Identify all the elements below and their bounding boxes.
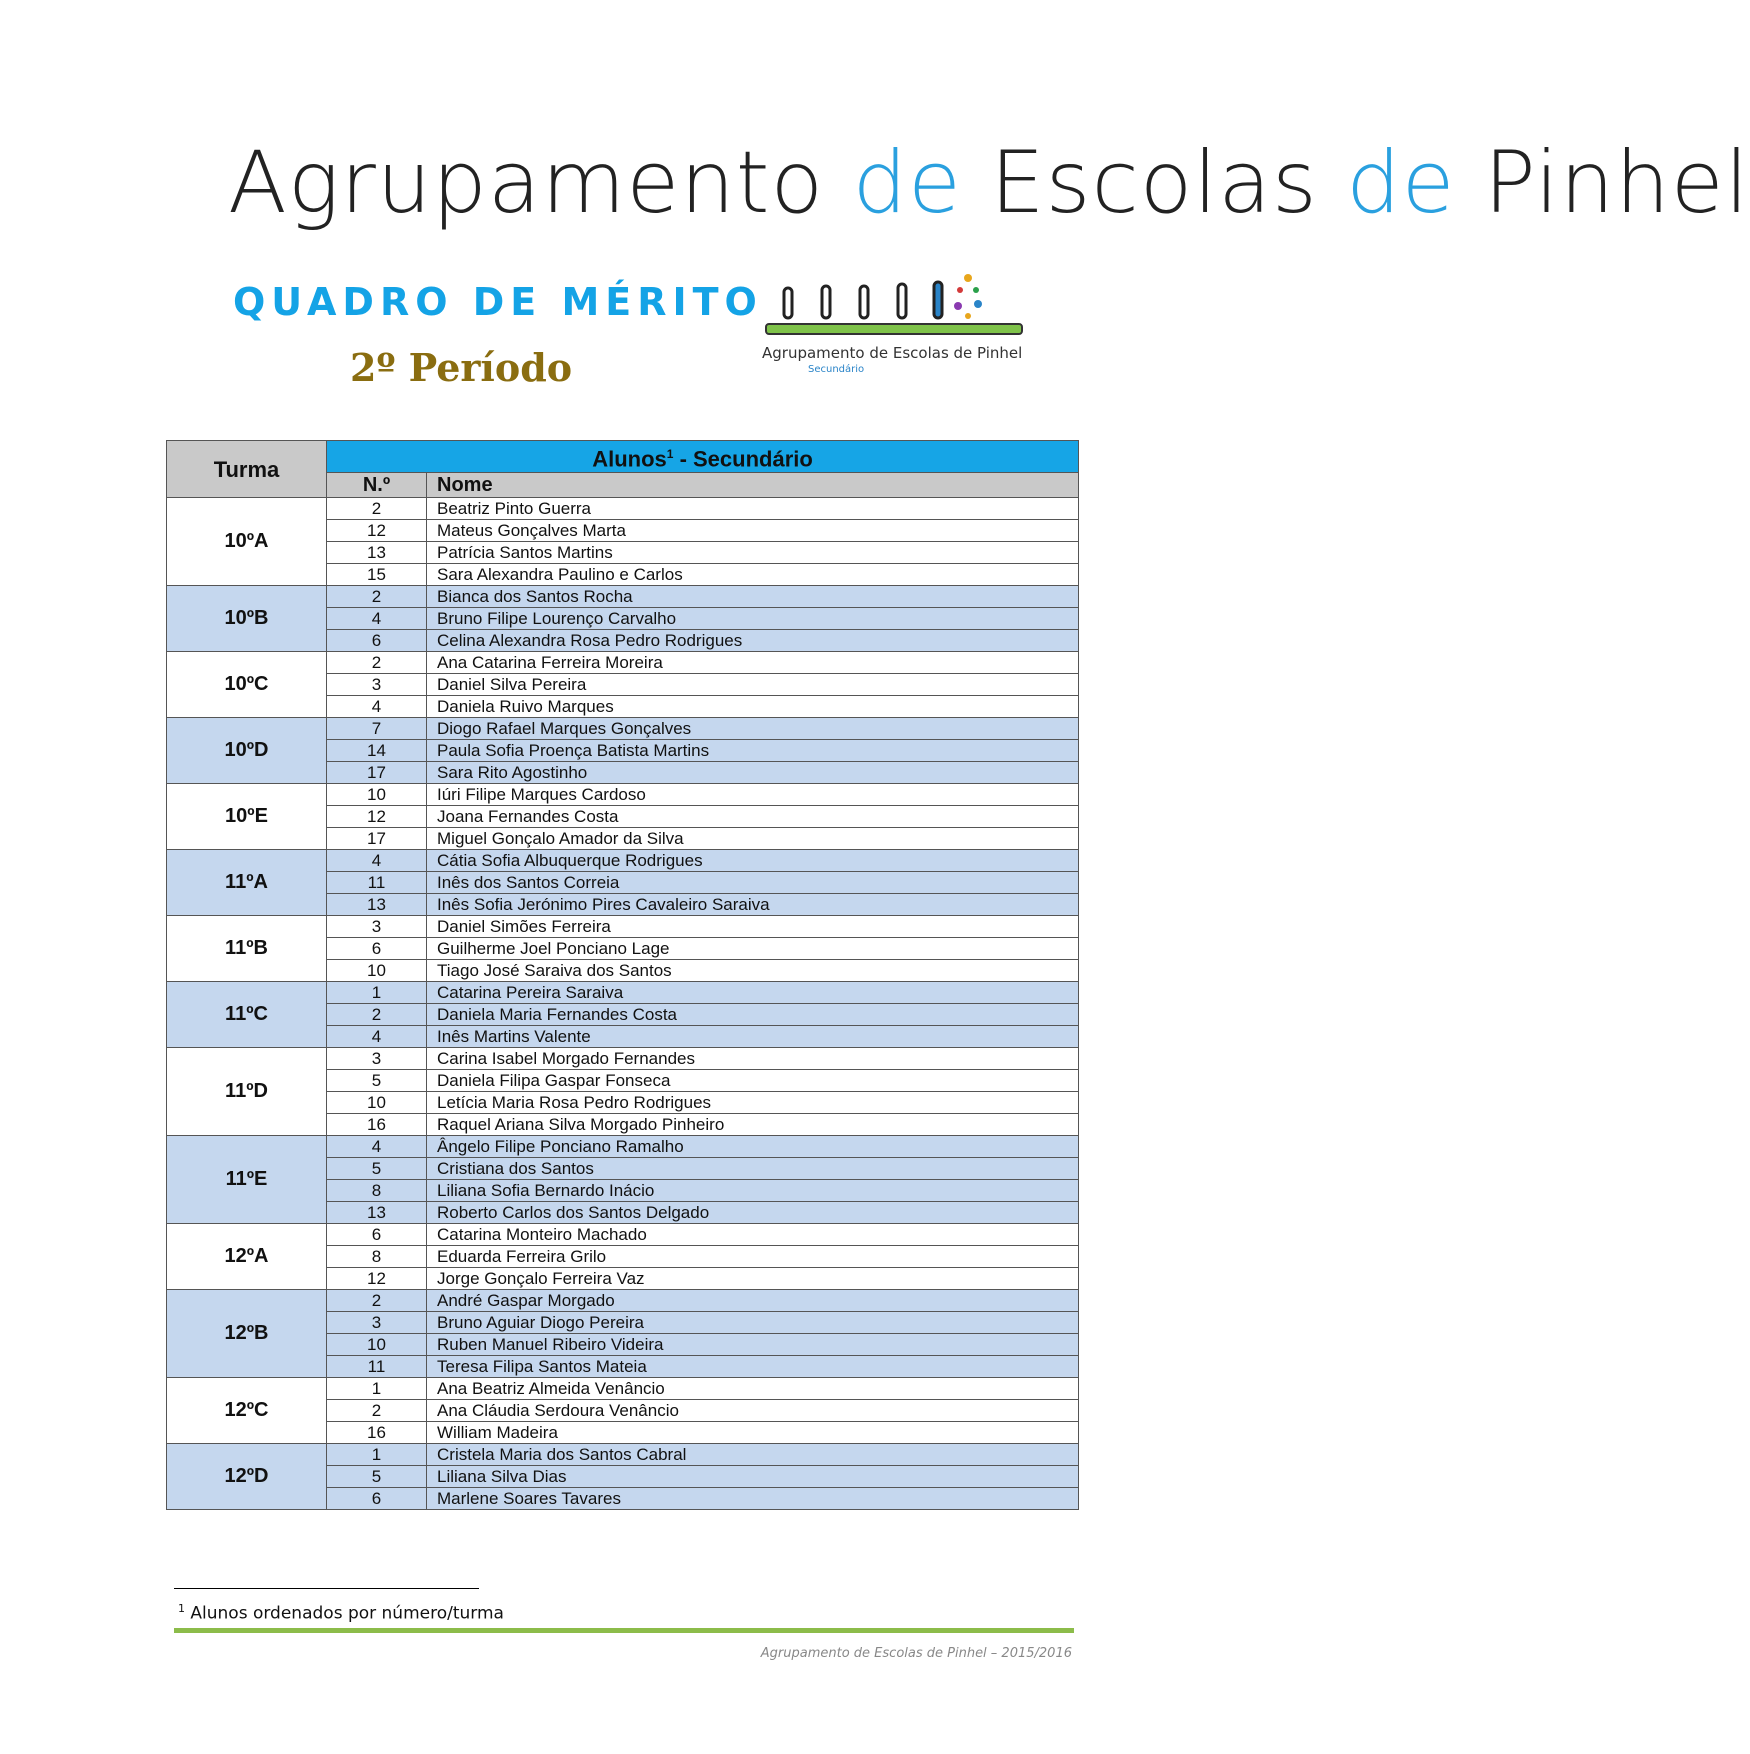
student-number: 2 [327,652,427,674]
merit-title: QUADRO DE MÉRITO [233,280,763,324]
student-name: Cristela Maria dos Santos Cabral [427,1444,1079,1466]
student-number: 13 [327,1202,427,1224]
table-row [167,718,1079,740]
table-row [167,982,1079,1004]
student-name: Ana Cláudia Serdoura Venâncio [427,1400,1079,1422]
student-name: Teresa Filipa Santos Mateia [427,1356,1079,1378]
student-number: 2 [327,586,427,608]
student-number: 4 [327,608,427,630]
student-number: 7 [327,718,427,740]
student-number: 10 [327,784,427,806]
student-number: 4 [327,696,427,718]
student-name: Daniela Ruivo Marques [427,696,1079,718]
turma-cell: 11ºD [167,1048,327,1136]
student-name: Iúri Filipe Marques Cardoso [427,784,1079,806]
student-name: Cristiana dos Santos [427,1158,1079,1180]
student-number: 15 [327,564,427,586]
school-logo-icon [762,272,1026,344]
student-number: 4 [327,1136,427,1158]
table-row [167,784,1079,806]
merit-table [166,440,1079,1510]
footnote [178,1602,504,1624]
student-number: 4 [327,850,427,872]
footer-text: Agrupamento de Escolas de Pinhel – 2015/2016 [760,1646,1072,1661]
turma-cell: 12ºC [167,1378,327,1444]
student-name: Inês Martins Valente [427,1026,1079,1048]
student-name: Catarina Monteiro Machado [427,1224,1079,1246]
turma-cell: 10ºB [167,586,327,652]
student-number: 16 [327,1114,427,1136]
student-number: 6 [327,630,427,652]
student-number: 13 [327,894,427,916]
student-name: Daniela Filipa Gaspar Fonseca [427,1070,1079,1092]
student-name: Ana Beatriz Almeida Venâncio [427,1378,1079,1400]
student-number: 10 [327,1092,427,1114]
student-name: Celina Alexandra Rosa Pedro Rodrigues [427,630,1079,652]
table-row [167,1290,1079,1312]
student-name: Eduarda Ferreira Grilo [427,1246,1079,1268]
student-number: 2 [327,1290,427,1312]
student-name: Bruno Filipe Lourenço Carvalho [427,608,1079,630]
turma-cell: 10ºA [167,498,327,586]
turma-cell: 12ºA [167,1224,327,1290]
title-part: de [852,133,962,233]
student-number: 1 [327,982,427,1004]
student-number: 11 [327,1356,427,1378]
student-name: Ruben Manuel Ribeiro Videira [427,1334,1079,1356]
school-logo [762,272,1026,382]
student-number: 1 [327,1378,427,1400]
table-row [167,916,1079,938]
student-number: 12 [327,520,427,542]
student-number: 6 [327,938,427,960]
turma-cell: 11ºA [167,850,327,916]
footnote-text: Alunos ordenados por número/turma [185,1603,504,1624]
student-number: 14 [327,740,427,762]
table-row [167,586,1079,608]
student-number: 3 [327,916,427,938]
student-number: 3 [327,1048,427,1070]
table-row [167,1444,1079,1466]
alunos-header [327,441,1079,473]
student-name: Liliana Sofia Bernardo Inácio [427,1180,1079,1202]
student-name: Marlene Soares Tavares [427,1488,1079,1510]
title-part: Agrupamento [228,133,853,233]
student-name: Ana Catarina Ferreira Moreira [427,652,1079,674]
title-part: Escolas [961,133,1347,233]
student-name: Bruno Aguiar Diogo Pereira [427,1312,1079,1334]
student-name: André Gaspar Morgado [427,1290,1079,1312]
student-number: 2 [327,1004,427,1026]
alunos-header-label: Alunos [592,446,667,472]
student-name: Cátia Sofia Albuquerque Rodrigues [427,850,1079,872]
student-name: Letícia Maria Rosa Pedro Rodrigues [427,1092,1079,1114]
student-number: 10 [327,1334,427,1356]
school-title [228,118,1750,248]
turma-cell: 10ºD [167,718,327,784]
student-number: 5 [327,1070,427,1092]
student-number: 16 [327,1422,427,1444]
title-part: de [1346,133,1456,233]
turma-cell: 11ºC [167,982,327,1048]
student-number: 17 [327,762,427,784]
student-number: 2 [327,498,427,520]
student-name: Daniela Maria Fernandes Costa [427,1004,1079,1026]
student-number: 12 [327,806,427,828]
turma-cell: 10ºC [167,652,327,718]
table-row [167,1136,1079,1158]
student-number: 4 [327,1026,427,1048]
student-name: William Madeira [427,1422,1079,1444]
title-part: Pinhel [1455,133,1750,233]
table-row [167,498,1079,520]
merit-table-body [167,498,1079,1510]
student-number: 3 [327,1312,427,1334]
student-name: Inês dos Santos Correia [427,872,1079,894]
student-name: Patrícia Santos Martins [427,542,1079,564]
alunos-header-suffix: - Secundário [673,446,813,472]
name-header: Nome [427,473,1079,498]
student-number: 11 [327,872,427,894]
student-name: Miguel Gonçalo Amador da Silva [427,828,1079,850]
student-number: 5 [327,1466,427,1488]
student-number: 10 [327,960,427,982]
student-name: Joana Fernandes Costa [427,806,1079,828]
student-name: Roberto Carlos dos Santos Delgado [427,1202,1079,1224]
student-number: 6 [327,1224,427,1246]
student-number: 17 [327,828,427,850]
student-name: Diogo Rafael Marques Gonçalves [427,718,1079,740]
student-name: Tiago José Saraiva dos Santos [427,960,1079,982]
student-name: Paula Sofia Proença Batista Martins [427,740,1079,762]
student-number: 2 [327,1400,427,1422]
footnote-mark: 1 [178,1602,185,1615]
footnote-reference: 1 [666,447,674,461]
student-number: 6 [327,1488,427,1510]
student-number: 8 [327,1246,427,1268]
turma-cell: 10ºE [167,784,327,850]
table-row [167,1224,1079,1246]
turma-cell: 12ºB [167,1290,327,1378]
student-name: Guilherme Joel Ponciano Lage [427,938,1079,960]
turma-header: Turma [167,441,327,498]
student-name: Catarina Pereira Saraiva [427,982,1079,1004]
student-name: Jorge Gonçalo Ferreira Vaz [427,1268,1079,1290]
table-row [167,850,1079,872]
student-name: Raquel Ariana Silva Morgado Pinheiro [427,1114,1079,1136]
turma-cell: 11ºE [167,1136,327,1224]
student-name: Beatriz Pinto Guerra [427,498,1079,520]
student-name: Inês Sofia Jerónimo Pires Cavaleiro Saraiva [427,894,1079,916]
student-number: 12 [327,1268,427,1290]
student-name: Mateus Gonçalves Marta [427,520,1079,542]
student-name: Daniel Silva Pereira [427,674,1079,696]
table-row [167,1378,1079,1400]
student-name: Daniel Simões Ferreira [427,916,1079,938]
footnote-divider [174,1588,479,1589]
student-number: 3 [327,674,427,696]
number-header: N.º [327,473,427,498]
student-name: Sara Rito Agostinho [427,762,1079,784]
student-name: Carina Isabel Morgado Fernandes [427,1048,1079,1070]
table-row [167,652,1079,674]
student-name: Sara Alexandra Paulino e Carlos [427,564,1079,586]
logo-school-name: Agrupamento de Escolas de Pinhel [762,344,1023,362]
period-title: 2º Período [350,345,573,390]
turma-cell: 12ºD [167,1444,327,1510]
table-row [167,1048,1079,1070]
student-name: Bianca dos Santos Rocha [427,586,1079,608]
logo-subtitle: Secundário [808,364,865,375]
student-number: 1 [327,1444,427,1466]
student-name: Ângelo Filipe Ponciano Ramalho [427,1136,1079,1158]
footer-divider [174,1628,1074,1633]
student-number: 13 [327,542,427,564]
turma-cell: 11ºB [167,916,327,982]
student-number: 5 [327,1158,427,1180]
student-name: Liliana Silva Dias [427,1466,1079,1488]
student-number: 8 [327,1180,427,1202]
